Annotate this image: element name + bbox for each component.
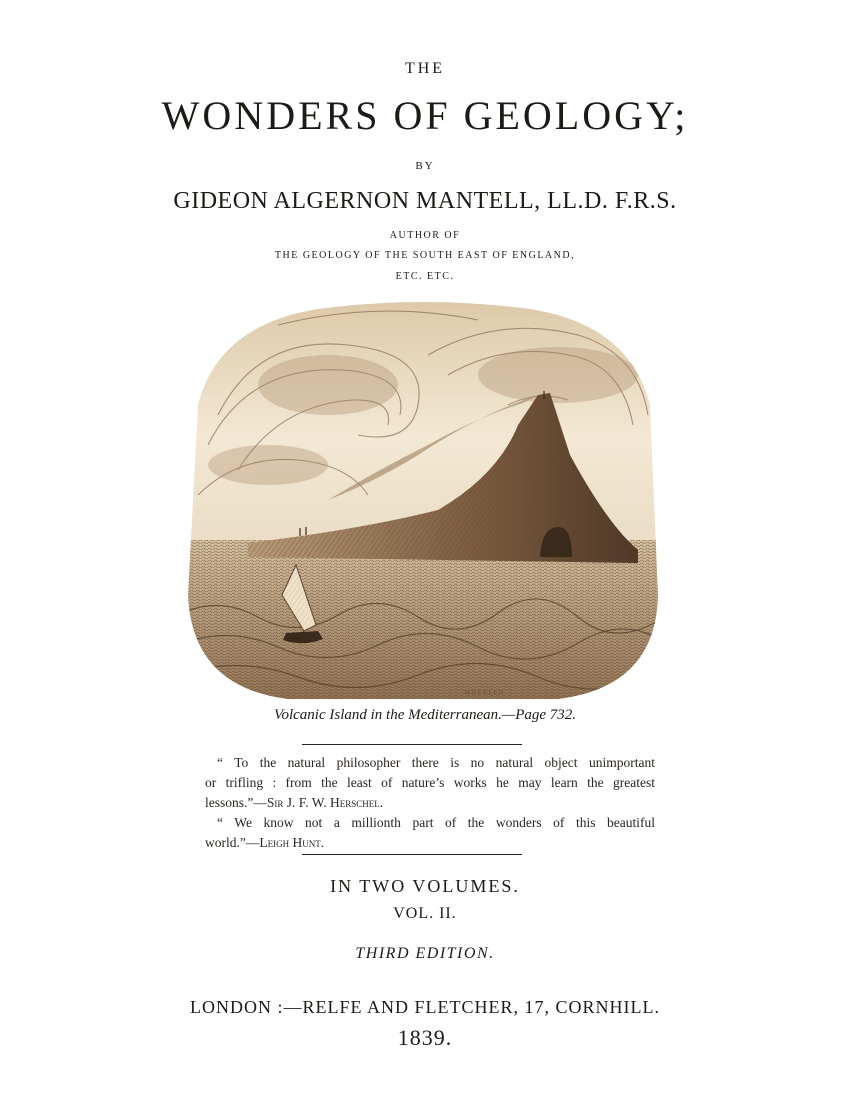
epigraph-line: or trifling : from the least of nature’s works he may learn the greatest — [205, 775, 655, 790]
publication-year: 1839. — [397, 1025, 453, 1050]
epigraph-line: “ We know not a millionth part of the wonders of this beautiful — [217, 815, 655, 830]
by-line: BY — [415, 160, 435, 172]
edition-line: THIRD EDITION. — [355, 945, 495, 962]
divider-top — [302, 744, 522, 745]
epigraph-line — [205, 793, 655, 813]
epigraph-line: “ To the natural philosopher there is no natural object unimportant — [217, 755, 655, 770]
volume-number: VOL. II. — [393, 905, 457, 922]
book-title: WONDERS OF GEOLOGY; — [161, 93, 689, 138]
author-name: GIDEON ALGERNON MANTELL, LL.D. F.R.S. — [173, 188, 677, 214]
volcanic-island-engraving — [178, 295, 670, 707]
epigraph-attribution: Leigh Hunt. — [259, 835, 325, 850]
epigraph-attribution: Sir J. F. W. Herschel. — [266, 795, 384, 810]
volumes-line: IN TWO VOLUMES. — [330, 876, 520, 896]
epigraph-text: world.”— — [205, 835, 260, 850]
author-of-label: AUTHOR OF — [389, 230, 461, 241]
etc-line: ETC. ETC. — [395, 271, 455, 282]
divider-bottom — [302, 854, 522, 855]
epigraph-block — [205, 753, 655, 853]
title-article: THE — [404, 60, 446, 77]
illustration-caption: Volcanic Island in the Mediterranean.—Page 732. — [273, 707, 577, 723]
engraver-mark: WHEELER — [464, 689, 505, 697]
previous-work: THE GEOLOGY OF THE SOUTH EAST OF ENGLAND, — [274, 250, 576, 261]
epigraph-line — [205, 833, 655, 853]
publisher-imprint: LONDON :—RELFE AND FLETCHER, 17, CORNHILL. — [190, 997, 660, 1017]
epigraph-text: lessons.”— — [205, 795, 267, 810]
